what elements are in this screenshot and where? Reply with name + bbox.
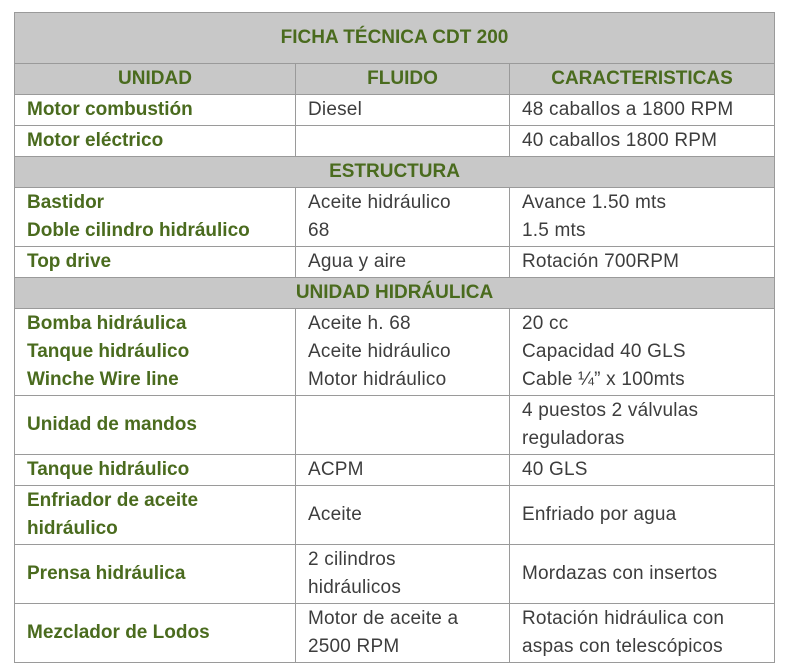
- characteristic-value-line: 1.5 mts: [522, 220, 586, 241]
- unit-name-line: Doble cilindro hidráulico: [27, 220, 250, 241]
- fluid-value-line: Aceite h. 68: [308, 313, 411, 334]
- fluid-value-line: 2 cilindros: [308, 549, 396, 570]
- fluid-value-line: Diesel: [308, 99, 362, 120]
- characteristic-value: [510, 126, 775, 157]
- unit-name-line: hidráulico: [27, 518, 118, 539]
- characteristic-value-line: Avance 1.50 mts: [522, 192, 667, 213]
- fluid-value: [296, 188, 510, 247]
- fluid-value-line: Agua y aire: [308, 251, 407, 272]
- fluid-value: [296, 545, 510, 604]
- fluid-value-line: 68: [308, 220, 330, 241]
- characteristic-value-line: aspas con telescópicos: [522, 636, 723, 657]
- table-row: [15, 396, 775, 455]
- unit-name-line: Unidad de mandos: [27, 414, 197, 435]
- characteristic-value-line: 20 cc: [522, 313, 569, 334]
- unit-name-line: Bastidor: [27, 192, 105, 213]
- unit-name: [15, 95, 296, 126]
- characteristic-value: [510, 545, 775, 604]
- table-row: [15, 545, 775, 604]
- title-row: [15, 13, 775, 64]
- unit-name: [15, 309, 296, 396]
- characteristic-value-line: Enfriado por agua: [522, 504, 677, 525]
- characteristic-value: [510, 188, 775, 247]
- header-fluido: FLUIDO: [296, 64, 510, 95]
- fluid-value: [296, 126, 510, 157]
- unit-name: [15, 455, 296, 486]
- header-caracteristicas: CARACTERISTICAS: [510, 64, 775, 95]
- characteristic-value-line: 48 caballos a 1800 RPM: [522, 99, 734, 120]
- characteristic-value-line: Cable ¼” x 100mts: [522, 369, 685, 390]
- fluid-value-line: ACPM: [308, 459, 364, 480]
- table-row: [15, 188, 775, 247]
- table-row: [15, 309, 775, 396]
- characteristic-value-line: Capacidad 40 GLS: [522, 341, 686, 362]
- fluid-value: [296, 455, 510, 486]
- fluid-value: [296, 486, 510, 545]
- table-row: [15, 247, 775, 278]
- characteristic-value-line: 4 puestos 2 válvulas: [522, 400, 699, 421]
- section-estructura: ESTRUCTURA: [15, 157, 775, 188]
- characteristic-value: [510, 486, 775, 545]
- unit-name-line: Prensa hidráulica: [27, 563, 186, 584]
- fluid-value: [296, 309, 510, 396]
- characteristic-value: [510, 396, 775, 455]
- characteristic-value-line: reguladoras: [522, 428, 625, 449]
- unit-name-line: Enfriador de aceite: [27, 490, 199, 511]
- characteristic-value-line: Rotación hidráulica con: [522, 608, 725, 629]
- section-unidad-hidraulica-row: [15, 278, 775, 309]
- characteristic-value: [510, 95, 775, 126]
- unit-name-line: Top drive: [27, 251, 112, 272]
- unit-name: [15, 604, 296, 663]
- unit-name: [15, 486, 296, 545]
- table-row: [15, 126, 775, 157]
- unit-name: [15, 247, 296, 278]
- fluid-value-line: [308, 127, 497, 155]
- fluid-value-line: 2500 RPM: [308, 636, 400, 657]
- unit-name: [15, 545, 296, 604]
- header-unidad: UNIDAD: [15, 64, 296, 95]
- unit-name: [15, 396, 296, 455]
- fluid-value-line: [308, 411, 497, 439]
- unit-name-line: Bomba hidráulica: [27, 313, 187, 334]
- unit-name-line: Tanque hidráulico: [27, 459, 190, 480]
- section-unidad-hidraulica: UNIDAD HIDRÁULICA: [15, 278, 775, 309]
- fluid-value-line: Motor hidráulico: [308, 369, 447, 390]
- fluid-value: [296, 604, 510, 663]
- unit-name-line: Motor combustión: [27, 99, 193, 120]
- fluid-value-line: hidráulicos: [308, 577, 402, 598]
- table-row: [15, 455, 775, 486]
- characteristic-value-line: 40 caballos 1800 RPM: [522, 130, 718, 151]
- table-row: [15, 486, 775, 545]
- fluid-value: [296, 396, 510, 455]
- characteristic-value: [510, 604, 775, 663]
- fluid-value-line: Aceite hidráulico: [308, 192, 451, 213]
- table-row: [15, 604, 775, 663]
- unit-name: [15, 188, 296, 247]
- characteristic-value-line: Rotación 700RPM: [522, 251, 680, 272]
- unit-name-line: Mezclador de Lodos: [27, 622, 210, 643]
- fluid-value: [296, 95, 510, 126]
- header-row: [15, 64, 775, 95]
- characteristic-value-line: 40 GLS: [522, 459, 588, 480]
- fluid-value-line: Motor de aceite a: [308, 608, 459, 629]
- characteristic-value: [510, 309, 775, 396]
- table-title: FICHA TÉCNICA CDT 200: [15, 13, 775, 64]
- section-estructura-row: [15, 157, 775, 188]
- characteristic-value: [510, 455, 775, 486]
- fluid-value: [296, 247, 510, 278]
- characteristic-value-line: Mordazas con insertos: [522, 563, 718, 584]
- characteristic-value: [510, 247, 775, 278]
- unit-name-line: Winche Wire line: [27, 369, 179, 390]
- unit-name: [15, 126, 296, 157]
- spec-table: [14, 12, 775, 663]
- fluid-value-line: Aceite: [308, 504, 363, 525]
- unit-name-line: Tanque hidráulico: [27, 341, 190, 362]
- fluid-value-line: Aceite hidráulico: [308, 341, 451, 362]
- unit-name-line: Motor eléctrico: [27, 130, 164, 151]
- table-row: [15, 95, 775, 126]
